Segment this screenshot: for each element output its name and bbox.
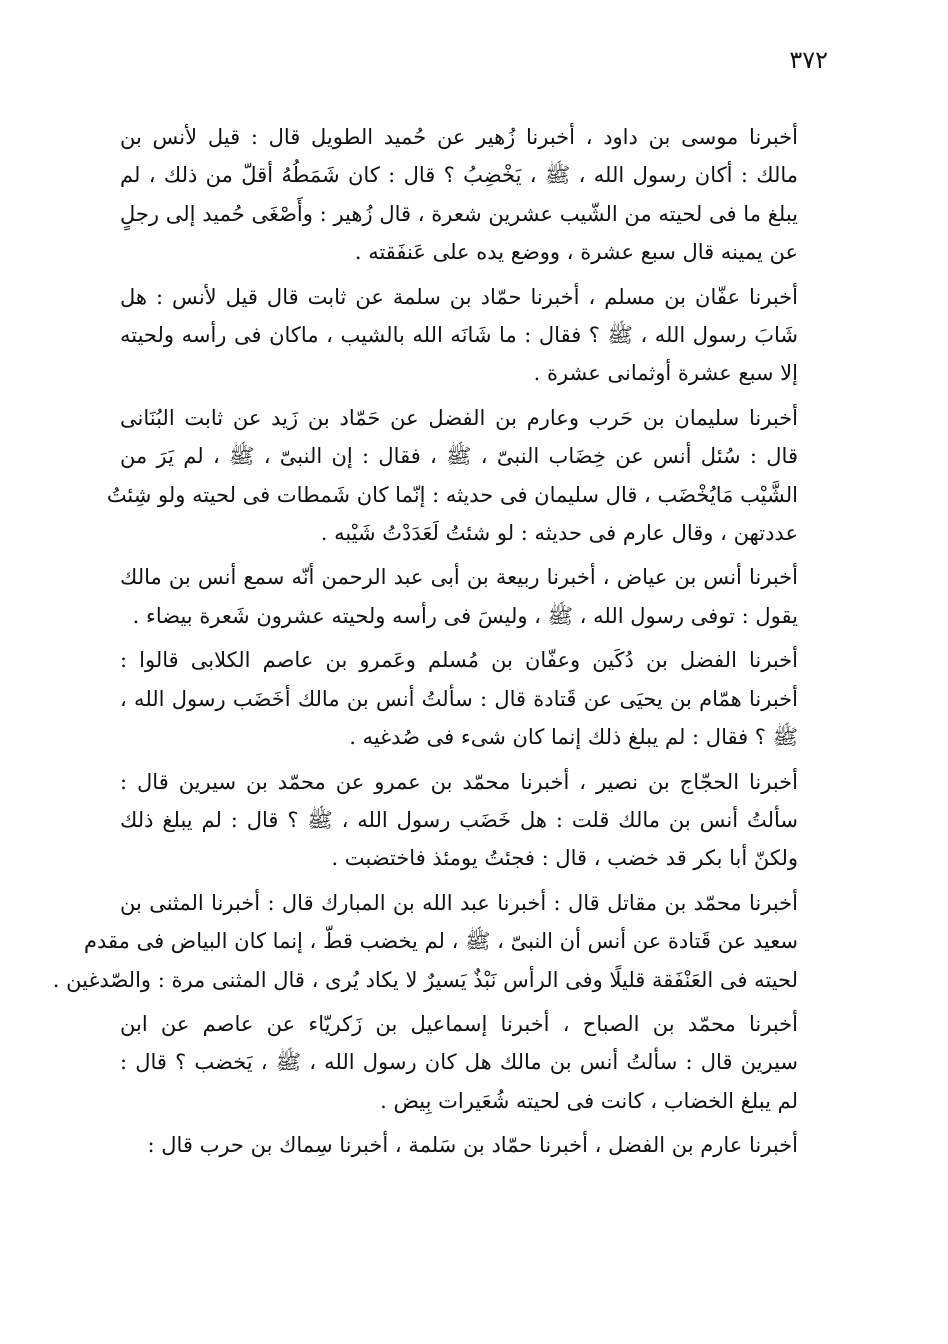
text-line: أخبرنا عفّان بن مسلم ، أخبرنا حمّاد بن سلمة عن ثابت قال قيل لأنس : هل bbox=[120, 284, 798, 309]
text-line: أخبرنا موسى بن داود ، أخبرنا زُهير عن حُميد الطويل قال : قيل لأنس بن bbox=[120, 125, 798, 149]
text-line: سألتُ أنس بن مالك قلت : هل خَضَب رسول الله ، ﷺ ؟ قال : لم يبلغ ذلك bbox=[120, 807, 798, 832]
text-line: عددتهن ، وقال عارم فى حديثه : لو شئتُ لَعَدَدْتُ شَيْبه . bbox=[320, 521, 798, 546]
text-line: أخبرنا عارم بن الفضل ، أخبرنا حمّاد بن سَلمة ، أخبرنا سِماك بن حرب قال : bbox=[147, 1133, 798, 1158]
text-line: أخبرنا سليمان بن حَرب وعارم بن الفضل عن حَمّاد بن زَيد عن ثابت البُنَانى bbox=[120, 405, 798, 430]
text-line: مالك : أكان رسول الله ، ﷺ ، يَخْضِبُ ؟ قال : كان شَمَطُهُ أقلّ من ذلك ، لم bbox=[120, 163, 798, 188]
text-line: ﷺ ؟ فقال : لم يبلغ ذلك إنما كان شىء فى صُدغيه . bbox=[349, 725, 798, 750]
text-line: إلا سبع عشرة أوثمانى عشرة . bbox=[533, 361, 798, 386]
text-line: أخبرنا محمّد بن مقاتل قال : أخبرنا عبد الله بن المبارك قال : أخبرنا المثنى بن bbox=[120, 890, 798, 915]
text-line: عن يمينه قال سبع عشرة ، ووضع يده على عَنفَقته . bbox=[354, 240, 798, 265]
paragraph-7 bbox=[52, 884, 820, 999]
paragraph-6 bbox=[120, 763, 820, 878]
paragraph-2 bbox=[120, 278, 820, 393]
body-text bbox=[52, 118, 820, 1171]
paragraph-9 bbox=[120, 1126, 820, 1164]
text-line: أخبرنا أنس بن عياض ، أخبرنا ربيعة بن أبى عبد الرحمن أنّه سمع أنس بن مالك bbox=[120, 565, 798, 590]
text-line: أخبرنا الحجّاج بن نصير ، أخبرنا محمّد بن عمرو عن محمّد بن سيرين قال : bbox=[120, 769, 798, 794]
text-line: سيرين قال : سألتُ أنس بن مالك هل كان رسول الله ، ﷺ ، يَخضب ؟ قال : bbox=[120, 1050, 798, 1075]
page-number: ٣٧٢ bbox=[789, 46, 828, 74]
paragraph-8 bbox=[120, 1005, 820, 1120]
text-line: ولكنّ أبا بكر قد خضب ، قال : فجئتُ يومئذ فاختضبت . bbox=[331, 846, 798, 871]
text-line: قال : سُئل أنس عن خِضَاب النبىّ ، ﷺ ، فقال : إن النبىّ ، ﷺ ، لم يَرَ من bbox=[120, 444, 798, 469]
text-line: أخبرنا الفضل بن دُكَين وعفّان بن مُسلم وعَمرو بن عاصم الكلابى قالوا : bbox=[120, 648, 798, 673]
text-line: أخبرنا محمّد بن الصباح ، أخبرنا إسماعيل بن زَكريّاء عن عاصم عن ابن bbox=[120, 1011, 798, 1036]
paragraph-3 bbox=[106, 399, 820, 553]
text-line: لحيته فى العَنْفَقة قليلًا وفى الرأس نَبْذٌ يَسيرٌ لا يكاد يُرى ، قال المثنى مرة : والصّدغين . bbox=[52, 967, 798, 992]
paragraph-5 bbox=[120, 641, 820, 756]
text-line: شَابَ رسول الله ، ﷺ ؟ فقال : ما شَانَه الله بالشيب ، ماكان فى رأسه ولحيته bbox=[120, 323, 798, 348]
text-line: يقول : توفى رسول الله ، ﷺ ، وليسَ فى رأسه ولحيته عشرون شَعرة بيضاء . bbox=[132, 603, 798, 628]
paragraph-4 bbox=[120, 558, 820, 635]
text-line: أخبرنا همّام بن يحيَى عن قَتادة قال : سألتُ أنس بن مالك أخَضَب رسول الله ، bbox=[120, 686, 798, 711]
text-line: يبلغ ما فى لحيته من الشّيب عشرين شعرة ، قال زُهير : وأَصْغَى حُميد إلى رجلٍ bbox=[120, 201, 798, 226]
text-line: لم يبلغ الخضاب ، كانت فى لحيته شُعَيرات بِيض . bbox=[380, 1088, 798, 1113]
text-line: الشَّيْب مَايُخْضَب ، قال سليمان فى حديثه : إنّما كان شَمطات فى لحيته ولو شِئتُ bbox=[106, 482, 798, 507]
text-line: سعيد عن قَتادة عن أنس أن النبىّ ، ﷺ ، لم يخضب قطّ ، إنما كان البياض فى مقدم bbox=[84, 929, 798, 954]
paragraph-1 bbox=[120, 118, 820, 272]
